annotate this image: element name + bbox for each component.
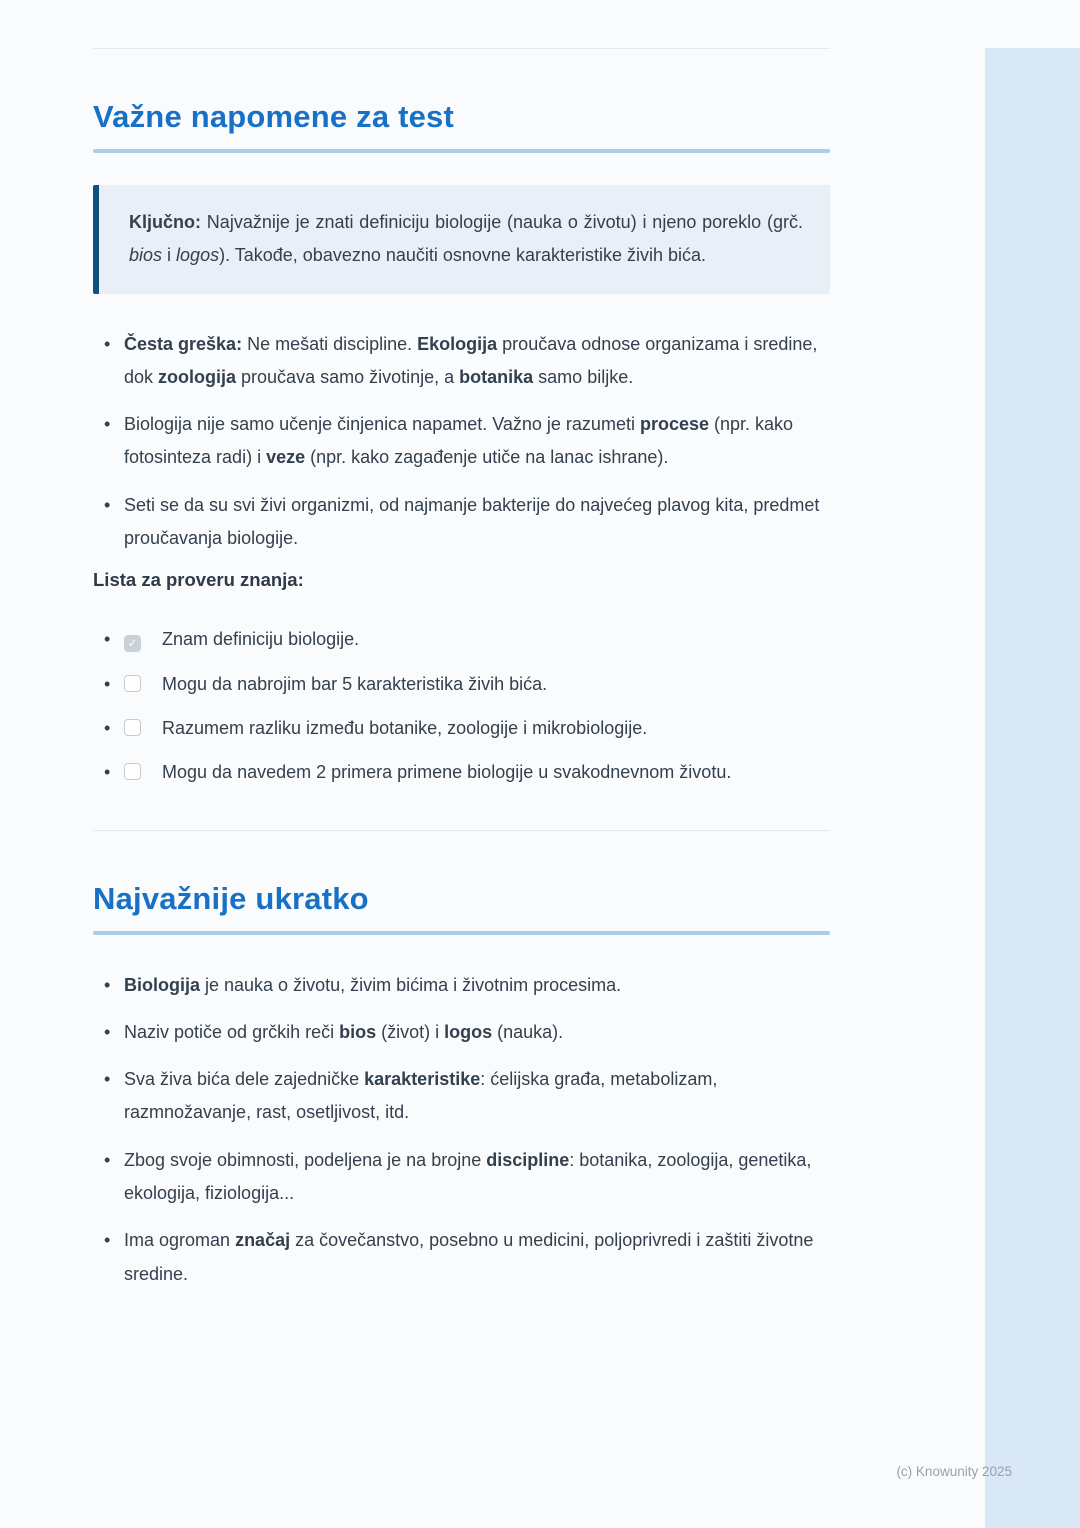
heading-underline xyxy=(93,149,830,153)
checkbox[interactable] xyxy=(124,763,141,780)
page-margin-band xyxy=(985,48,1080,1528)
list-item xyxy=(104,1063,830,1130)
copyright-notice: (c) Knowunity 2025 xyxy=(896,1464,1012,1479)
checklist-item xyxy=(104,623,830,656)
checklist-item-label: Mogu da navedem 2 primera primene biologije u svakodnevnom životu. xyxy=(162,762,732,783)
bullet-marker xyxy=(104,408,124,475)
checkbox[interactable] xyxy=(124,719,141,736)
bullet-marker xyxy=(104,1224,124,1291)
notes-section-title: Važne napomene za test xyxy=(93,99,455,134)
checklist-heading: Lista za proveru znanja: xyxy=(93,569,304,591)
list-item-text: Česta greška: Ne mešati discipline. Ekologija proučava odnose organizama i sredine, dok zoologija proučava samo životinje, a botanika samo biljke. xyxy=(124,333,818,387)
list-item xyxy=(104,1144,830,1211)
list-item xyxy=(104,969,830,1002)
checklist-item-label: Znam definiciju biologije. xyxy=(162,629,360,650)
checklist-item xyxy=(104,756,830,789)
list-item-text: Zbog svoje obimnosti, podeljena je na brojne discipline: botanika, zoologija, genetika, ekologija, fiziologija... xyxy=(124,1149,812,1204)
list-item xyxy=(104,1016,830,1049)
document-content xyxy=(93,0,830,1305)
list-item-text: Sva živa bića dele zajedničke karakteristike: ćelijska građa, metabolizam, razmnožavanje, rast, osetljivost, itd. xyxy=(124,1069,718,1123)
list-item-text: Biologija je nauka o životu, živim bićima i životnim procesima. xyxy=(124,974,622,995)
checklist-item-label: Mogu da nabrojim bar 5 karakteristika živih bića. xyxy=(162,673,548,694)
bullet-marker xyxy=(104,489,124,556)
callout-text: Ključno: Najvažnije je znati definiciju biologije (nauka o životu) i njeno poreklo (grč. bios i logos). Takođe, obavezno naučiti osnovne karakteristike živih bića. xyxy=(129,212,803,266)
top-divider xyxy=(93,48,830,49)
bullet-marker xyxy=(104,668,124,701)
bullet-marker xyxy=(104,328,124,395)
bullet-marker xyxy=(104,1016,124,1049)
list-item xyxy=(104,408,830,475)
bullet-marker xyxy=(104,623,124,656)
list-item-text: Ima ogroman značaj za čovečanstvo, posebno u medicini, poljoprivredi i zaštiti životne sredine. xyxy=(124,1230,814,1284)
knowledge-checklist xyxy=(93,623,830,789)
bullet-marker xyxy=(104,1063,124,1130)
notes-bullet-list xyxy=(93,328,830,556)
key-note-callout xyxy=(93,185,830,294)
checkbox[interactable] xyxy=(124,635,141,652)
checklist-item-label: Razumem razliku između botanike, zoologije i mikrobiologije. xyxy=(162,717,648,738)
checklist-item xyxy=(104,668,830,701)
list-item-text: Naziv potiče od grčkih reči bios (život) i logos (nauka). xyxy=(124,1021,564,1042)
checkbox[interactable] xyxy=(124,675,141,692)
summary-section-title: Najvažnije ukratko xyxy=(93,880,369,916)
checklist-item xyxy=(104,712,830,745)
list-item xyxy=(104,328,830,395)
bullet-marker xyxy=(104,969,124,1002)
list-item xyxy=(104,489,830,556)
bullet-marker xyxy=(104,712,124,745)
list-item xyxy=(104,1224,830,1291)
bullet-marker xyxy=(104,1144,124,1211)
section-divider xyxy=(93,830,830,831)
heading-underline xyxy=(93,931,830,935)
list-item-text: Biologija nije samo učenje činjenica napamet. Važno je razumeti procese (npr. kako fotosinteza radi) i veze (npr. kako zagađenje utiče na lanac ishrane). xyxy=(124,414,794,468)
list-item-text: Seti se da su svi živi organizmi, od najmanje bakterije do najvećeg plavog kita, predmet proučavanja biologije. xyxy=(124,494,820,549)
bullet-marker xyxy=(104,756,124,789)
summary-bullet-list xyxy=(93,969,830,1291)
